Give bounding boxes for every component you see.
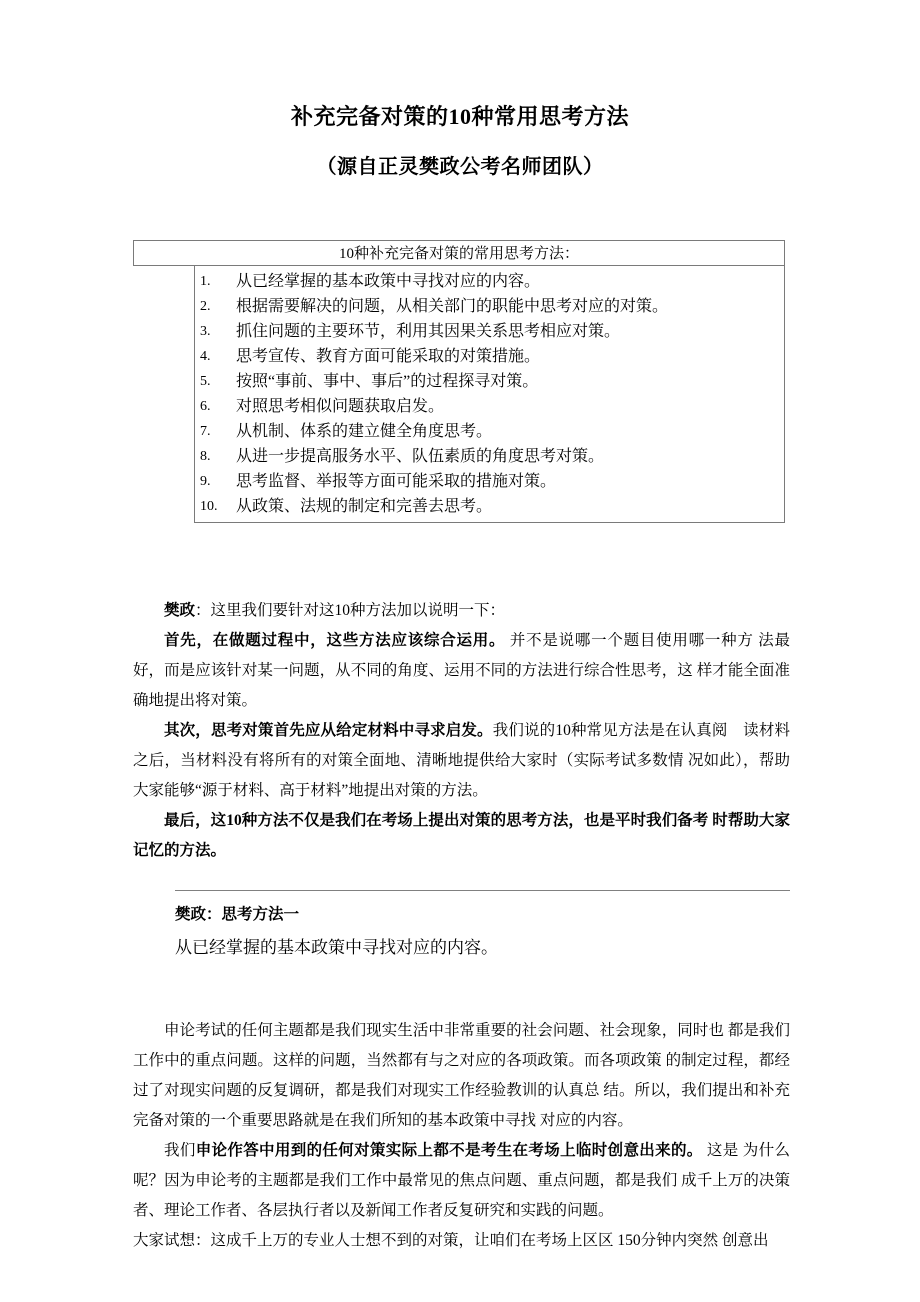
paragraph-intro-4 bbox=[133, 806, 790, 866]
method-number: 8. bbox=[200, 449, 211, 464]
paragraph-text: 我们说的10种常见方法是在认真阅 读材料之后，当材料没有将所有的对策全面地、清晰地提供给大家时（实际考试多数情 况如此），帮助大家能够“源于材料、高于材料”地提出对策的方法。 bbox=[133, 722, 790, 799]
table-row bbox=[195, 394, 784, 419]
method-number: 5. bbox=[200, 374, 211, 389]
paragraph-text: ：这里我们要针对这10种方法加以说明一下： bbox=[195, 602, 506, 619]
method-text: 思考监督、举报等方面可能采取的措施对策。 bbox=[236, 473, 557, 490]
paragraph-text: 并不是说哪一个题目使用哪一种方 法最好，而是应该针对某一问题，从不同的角度、运用不同的方法进行综合性思考，这 样才能全面准确地提出将对策。 bbox=[133, 632, 790, 709]
method-text: 从机制、体系的建立健全角度思考。 bbox=[236, 423, 493, 440]
section-divider bbox=[175, 890, 790, 891]
paragraph-bold: 申论作答中用到的任何对策实际上都不是考生在考场上临时创意出来的。 bbox=[195, 1142, 703, 1159]
intro-paragraphs bbox=[133, 596, 790, 866]
table-row bbox=[195, 294, 784, 319]
method-number: 9. bbox=[200, 474, 211, 489]
paragraph-intro-3 bbox=[133, 716, 790, 806]
table-row bbox=[195, 494, 784, 519]
table-row bbox=[195, 444, 784, 469]
table-row bbox=[195, 419, 784, 444]
method-text: 对照思考相似问题获取启发。 bbox=[236, 398, 445, 415]
method-table-header: 10种补充完备对策的常用思考方法： bbox=[133, 240, 785, 266]
method-number: 1. bbox=[200, 274, 211, 289]
method-table bbox=[133, 240, 785, 523]
paragraph-intro-2 bbox=[133, 626, 790, 716]
table-row bbox=[195, 369, 784, 394]
method-text: 从已经掌握的基本政策中寻找对应的内容。 bbox=[236, 273, 541, 290]
paragraph-lead: 我们 bbox=[164, 1142, 196, 1159]
method-text: 从政策、法规的制定和完善去思考。 bbox=[236, 498, 493, 515]
paragraph-text: 这是 为什么呢？因为申论考的主题都是我们工作中最常见的焦点问题、重点问题，都是我们 成千上万的决策者、理论工作者、各层执行者以及新闻工作者反复研究和实践的问题。 bbox=[133, 1142, 790, 1219]
method-number: 6. bbox=[200, 399, 211, 414]
section-heading: 樊政：思考方法一 bbox=[175, 906, 300, 923]
method-number: 7. bbox=[200, 424, 211, 439]
paragraph-lead-bold: 其次，思考对策首先应从给定材料中寻求启发。 bbox=[164, 722, 493, 739]
page-subtitle: （源自正灵樊政公考名师团队） bbox=[316, 156, 604, 178]
paragraph-tail-3: 大家试想：这成千上万的专业人士想不到的对策，让咱们在考场上区区 150分钟内突然 创意出 bbox=[133, 1232, 769, 1249]
paragraph-intro-1 bbox=[133, 596, 790, 626]
table-row bbox=[195, 269, 784, 294]
method-number: 3. bbox=[200, 324, 211, 339]
page-title: 补充完备对策的10种常用思考方法 bbox=[290, 104, 629, 129]
method-text: 根据需要解决的问题，从相关部门的职能中思考对应的对策。 bbox=[236, 298, 669, 315]
method-text: 思考宣传、教育方面可能采取的对策措施。 bbox=[236, 348, 541, 365]
table-row bbox=[195, 469, 784, 494]
paragraph-tail-2 bbox=[133, 1136, 790, 1226]
tail-paragraphs bbox=[133, 1016, 790, 1256]
method-text: 从进一步提高服务水平、队伍素质的角度思考对策。 bbox=[236, 448, 605, 465]
method-text: 抓住问题的主要环节，利用其因果关系思考相应对策。 bbox=[236, 323, 621, 340]
section-method-one bbox=[175, 890, 790, 963]
method-table-body bbox=[194, 266, 785, 523]
table-row bbox=[195, 319, 784, 344]
table-row bbox=[195, 344, 784, 369]
speaker-label: 樊政 bbox=[164, 602, 196, 619]
method-text: 按照“事前、事中、事后”的过程探寻对策。 bbox=[236, 373, 539, 390]
paragraph-lead-bold: 首先，在做题过程中，这些方法应该综合运用。 bbox=[164, 632, 506, 649]
section-subheading: 从已经掌握的基本政策中寻找对应的内容。 bbox=[175, 938, 498, 957]
paragraph-text: 最后，这10种方法不仅是我们在考场上提出对策的思考方法，也是平时我们备考 时帮助大家记忆的方法。 bbox=[133, 812, 790, 859]
method-number: 4. bbox=[200, 349, 211, 364]
method-number: 10. bbox=[200, 499, 218, 514]
paragraph-tail-1: 申论考试的任何主题都是我们现实生活中非常重要的社会问题、社会现象，同时也 都是我们工作中的重点问题。这样的问题，当然都有与之对应的各项政策。而各项政策 的制定过程，都经过了对现实问题的反复调研，都是我们对现实工作经验教训的认真总 结。所以，我们提出和补充完备对策的一个重要思路就是在我们所知的基本政策中寻找 对应的内容。 bbox=[133, 1022, 790, 1129]
method-number: 2. bbox=[200, 299, 211, 314]
